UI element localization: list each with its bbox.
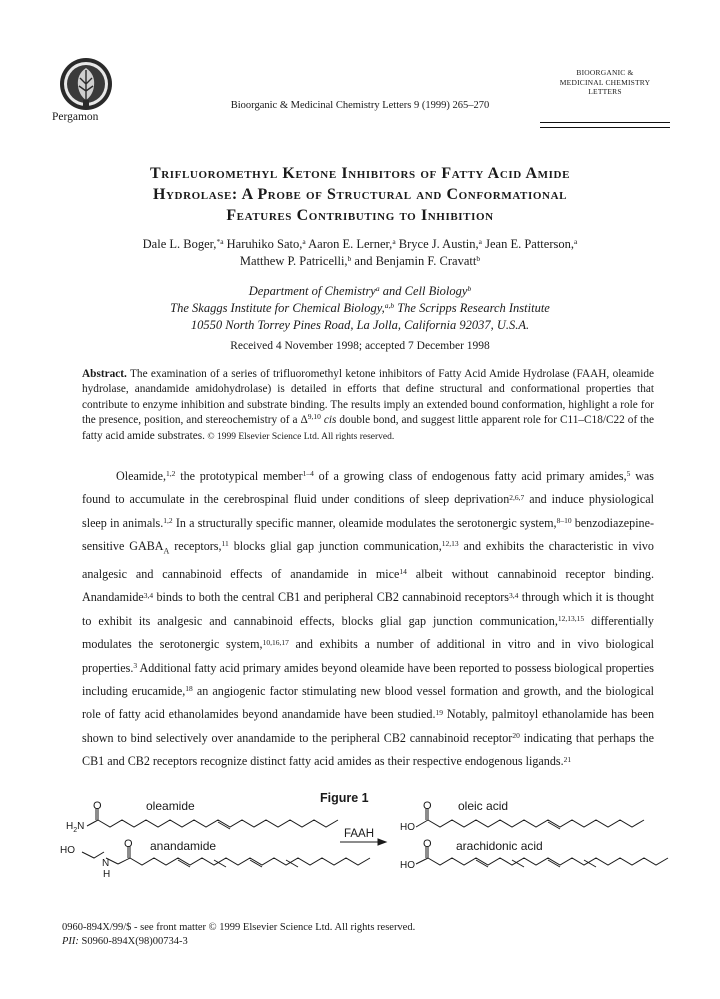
publisher-name: Pergamon — [52, 111, 99, 123]
subscript: A — [163, 546, 170, 556]
author: Matthew P. Patricelli,$^b$ — [239, 254, 352, 268]
author-line — [0, 236, 720, 253]
body-text-run: blocks glial gap junction communication, — [228, 539, 442, 554]
body-text-run: receptors, — [169, 539, 222, 554]
body-text-run: albeit without cannabinoid receptor binding. Anandamide — [82, 567, 654, 605]
body-text-run: through which it is thought to exhibit its analgesic and cannabinoid effects, blocks glial gap junction communication, — [82, 590, 654, 628]
body-paragraph — [82, 465, 654, 774]
affiliation — [0, 283, 720, 334]
pii-line: PII: S0960-894X(98)00734-3 — [62, 935, 188, 947]
body-text-run: was found to accumulate in the cerebrospinal fluid under conditions of sleep deprivation — [82, 469, 654, 507]
citation-ref: 21 — [563, 754, 572, 764]
citation-ref: 3 — [133, 660, 138, 670]
body-text-run: benzodiazepine-sensitive GABA — [82, 515, 654, 554]
series-line: MEDICINAL CHEMISTRY — [559, 77, 651, 87]
citation-ref: 18 — [185, 684, 193, 694]
atom-label: O — [93, 800, 102, 812]
body-text-run: differentially modulates the serotonergic system, — [82, 613, 654, 652]
body-text-run: Additional fatty acid primary amides beyond oleamide have been reported to possess biological properties including erucamide, — [82, 660, 654, 699]
citation-ref: 1,2 — [166, 469, 176, 479]
citation-ref: 20 — [512, 731, 520, 741]
journal-series-box — [540, 68, 670, 97]
abstract-copyright: © 1999 Elsevier Science Ltd. All rights reserved. — [204, 431, 395, 442]
author: Dale L. Boger,$^{*a}$ — [142, 237, 224, 251]
citation-ref: 3,4 — [143, 590, 154, 600]
received-dates: Received 4 November 1998; accepted 7 December 1998 — [230, 340, 490, 352]
author: Aaron E. Lerner,$^a$ — [305, 237, 396, 251]
author-list — [0, 236, 720, 270]
citation-ref: 12,13 — [441, 539, 459, 549]
atom-label: O — [423, 838, 432, 850]
citation-ref: 1–4 — [302, 469, 314, 479]
atom-label: HO — [400, 822, 415, 833]
title-line: Hydrolase: A Probe of Structural and Conformational — [152, 186, 568, 203]
abstract: Abstract. The examination of a series of trifluoromethyl ketone inhibitors of Fatty Acid Amide Hydrolase (FAAH, oleamide hydrolase, anandamide amidohydrolase) is detailed in efforts that define structural and conformational properties that contribute to enzyme inhibition and substrate binding. The results imply an extended bound conformation, highlight a role for the presence, position, and stereochemistry of a Δ$^{9,10}$ cis double bond, and suggest little apparent role for C11–C18/C22 of the fatty acid amide substrates. © 1999 Elsevier Science Ltd. All rights reserved. — [82, 368, 654, 442]
author: Jean E. Patterson,$^a$ — [481, 237, 578, 251]
author: and Benjamin F. Cravatt$^b$ — [351, 254, 481, 268]
citation-ref: 11 — [221, 539, 229, 549]
atom-label: H — [103, 869, 111, 880]
compound-label-anandamide: anandamide — [150, 839, 217, 853]
citation-ref: 2,6,7 — [509, 492, 525, 502]
compound-label-arachidonic-acid: arachidonic acid — [456, 839, 543, 853]
citation-ref: 19 — [435, 707, 443, 717]
title-line: Features Contributing to Inhibition — [226, 207, 494, 224]
compound-label-oleamide: oleamide — [146, 800, 195, 813]
series-line: LETTERS — [588, 87, 622, 96]
figure-1-scheme — [60, 800, 680, 880]
body-text-run: and induce physiological sleep in animals. — [82, 492, 654, 530]
citation-ref: 8–10 — [556, 516, 572, 526]
body-text-run: of a growing class of endogenous fatty acid primary amides, — [313, 469, 627, 483]
author-line — [0, 253, 720, 270]
title-line: Trifluoromethyl Ketone Inhibitors of Fatty Acid Amide — [149, 165, 571, 182]
affiliation-line: The Skaggs Institute for Chemical Biology,$^{a,b}$ The Scripps Research Institute — [170, 301, 550, 315]
body-text-run: Notably, palmitoyl ethanolamide has been shown to bind selectively over anandamide to the peripheral CB2 cannabinoid receptor — [82, 707, 654, 745]
author: Haruhiko Sato,$^a$ — [223, 237, 306, 251]
citation-ref: 1,2 — [163, 516, 173, 526]
series-line: BIOORGANIC & — [576, 68, 634, 77]
author: Bryce J. Austin,$^a$ — [395, 237, 482, 251]
body-text-run: the prototypical member — [175, 469, 303, 483]
atom-label: $H_2N$ — [66, 821, 85, 834]
body-text-run: indicating that perhaps the CB1 and CB2 receptors recognize distinct fatty acid amides as their respective endogenous ligands. — [82, 730, 655, 769]
body-text-run: In a structurally specific manner, oleamide modulates the serotonergic system, — [172, 515, 557, 530]
atom-label: N — [102, 858, 110, 869]
citation-ref: 10,16,17 — [262, 637, 289, 647]
atom-label: O — [423, 800, 432, 812]
body-text-run: and exhibits a number of additional in vitro and in vivo biological properties. — [82, 637, 654, 675]
citation-ref: 3,4 — [508, 590, 519, 600]
atom-label: HO — [60, 845, 75, 856]
figure-title: Figure 1 — [320, 791, 369, 805]
atom-label: HO — [400, 860, 415, 871]
article-title — [0, 163, 720, 226]
citation-ref: 12,13,15 — [557, 614, 585, 624]
body-text-run: Oleamide, — [116, 469, 167, 483]
header-rule — [540, 127, 670, 128]
citation-ref: 5 — [626, 469, 631, 479]
citation-ref: 14 — [399, 567, 407, 577]
body-text-run: and exhibits the characteristic in vivo analgesic and cannabinoid effects of anandamide in mice — [82, 539, 654, 582]
header-rule — [540, 122, 670, 123]
page-footer — [62, 921, 415, 948]
atom-label: O — [124, 838, 133, 850]
affiliation-line: Department of Chemistry$^a$ and Cell Biology$^b$ — [248, 284, 472, 298]
journal-citation: Bioorganic & Medicinal Chemistry Letters 9 (1999) 265–270 — [230, 100, 490, 111]
body-text-run: an angiogenic factor stimulating new blood vessel formation and growth, and the biological role of fatty acid ethanolamides beyond anandamide have been studied. — [82, 684, 654, 722]
copyright-line: 0960-894X/99/$ - see front matter © 1999 Elsevier Science Ltd. All rights reserved. — [62, 922, 416, 933]
affiliation-line: 10550 North Torrey Pines Road, La Jolla, California 92037, U.S.A. — [190, 318, 530, 332]
compound-label-oleic-acid: oleic acid — [458, 800, 509, 813]
abstract-label: Abstract. — [82, 368, 127, 380]
body-text-run: binds to both the central CB1 and peripheral CB2 cannabinoid receptors — [153, 590, 509, 605]
enzyme-label: FAAH — [344, 828, 375, 840]
